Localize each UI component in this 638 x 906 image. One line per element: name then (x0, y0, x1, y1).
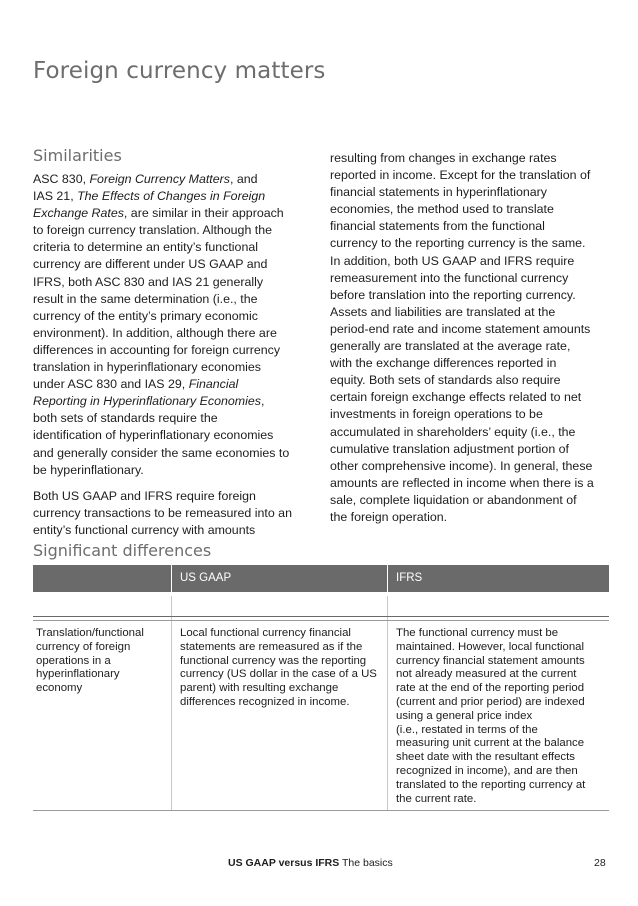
text-line (33, 488, 309, 505)
text-line: certain foreign exchange effects related to net (330, 390, 582, 405)
cell-us-gaap (171, 596, 387, 810)
text-line (33, 342, 309, 359)
text-line: before translation into the reporting currency. (330, 287, 576, 302)
cell-topic (33, 596, 171, 810)
text-run: identification of hyperinflationary economies (33, 428, 274, 443)
text-run: environment). In addition, although there are (33, 325, 277, 340)
text-line: financial statements in hyperinflationary (330, 185, 547, 200)
table-row (33, 596, 609, 811)
text-line: economies, the method used to translate (330, 202, 554, 217)
header-topic (33, 565, 171, 592)
italic-text: Foreign Currency Matters (89, 172, 230, 186)
text-line: cumulative translation adjustment portion of (330, 441, 569, 456)
text-line: sale, complete liquidation or abandonment of (330, 492, 577, 507)
cell-ifrs (387, 596, 609, 810)
cell-line: parent) with resulting exchange (180, 682, 339, 695)
cell-line: hyperinflationary (36, 668, 120, 681)
cell-line: operations in a (36, 654, 111, 667)
text-line: the foreign operation. (330, 509, 448, 524)
text-line: with the exchange differences reported in (330, 356, 557, 371)
text-run: Both US GAAP and IFRS require foreign (33, 488, 256, 503)
cell-line: Local functional currency financial (180, 627, 351, 639)
text-line: period-end rate and income statement amounts (330, 321, 591, 336)
text-line (33, 393, 309, 410)
text-line (33, 239, 309, 256)
text-run: currency transactions to be remeasured into an (33, 505, 292, 520)
cell-line: maintained. However, local functional (396, 640, 585, 653)
similarities-heading: Similarities (33, 146, 122, 165)
text-line: remeasurement into the functional currency (330, 270, 569, 285)
text-line (33, 462, 309, 479)
cell-line: rate at the end of the reporting period (396, 682, 585, 695)
text-line: currency to the reporting currency is the same. (330, 236, 586, 251)
cell-line: sheet date with the resultant effects (396, 751, 575, 764)
page-number: 28 (594, 857, 606, 869)
text-run: differences in accounting for foreign currency (33, 342, 281, 357)
text-line (33, 274, 309, 291)
text-run: , are similar in their approach (123, 206, 284, 221)
text-run: and generally consider the same economies to (33, 445, 290, 460)
text-run: IAS 21, (33, 189, 78, 204)
text-run: , and (229, 172, 258, 186)
text-run: ASC 830, (33, 172, 90, 186)
text-run: entity’s functional currency with amounts (33, 522, 256, 537)
text-line: other comprehensive income). In general, these (330, 458, 593, 473)
cell-line: measuring unit current at the balance (396, 737, 585, 750)
text-line (33, 359, 309, 376)
text-run: both sets of standards require the (33, 411, 218, 426)
text-line: amounts are reflected in income when there is a (330, 475, 594, 490)
similarities-body-left (33, 171, 309, 539)
text-run: to foreign currency translation. Although the (33, 223, 273, 238)
italic-text: Financial (188, 377, 239, 392)
similarities-column-left (33, 146, 309, 548)
cell-line: statements are remeasured as if the (180, 640, 363, 653)
paragraph (33, 171, 309, 479)
text-line: accumulated in shareholders’ equity (i.e., the (330, 424, 576, 439)
similarities-body-right (330, 150, 608, 526)
text-run: result in the same determination (i.e., the (33, 291, 258, 306)
text-run: criteria to determine an entity’s functional (33, 240, 258, 255)
text-line: In addition, both US GAAP and IFRS require (330, 253, 575, 268)
cell-line: recognized in income), and are then (396, 764, 578, 777)
text-line (33, 376, 309, 393)
cell-line: (current and prior period) are indexed (396, 695, 585, 708)
text-run: under ASC 830 and IAS 29, (33, 377, 189, 392)
table-header (33, 565, 609, 592)
cell-line: using a general price index (396, 709, 533, 722)
text-run: IFRS, both ASC 830 and IAS 21 generally (33, 274, 264, 289)
header-us-gaap: US GAAP (171, 565, 387, 592)
text-line: generally are translated at the average rate, (330, 339, 571, 354)
differences-heading: Significant differences (33, 541, 212, 560)
cell-line: (i.e., restated in terms of the (396, 723, 538, 736)
cell-line: differences recognized in income. (180, 695, 350, 708)
text-run: , (260, 394, 265, 409)
cell-line: currency of foreign (36, 640, 131, 653)
text-line (33, 222, 309, 239)
text-line (33, 291, 309, 308)
text-line: resulting from changes in exchange rates (330, 151, 557, 165)
text-line (33, 522, 309, 539)
text-line: equity. Both sets of standards also require (330, 373, 561, 388)
cell-line: not already measured at the current (396, 668, 577, 681)
text-line (33, 205, 309, 222)
text-line: financial statements from the functional (330, 219, 545, 234)
text-run: currency are different under US GAAP and (33, 257, 268, 272)
text-line (33, 427, 309, 444)
text-line (33, 410, 309, 427)
similarities-column-right (330, 150, 608, 526)
cell-line: currency financial statement amounts (396, 654, 585, 667)
text-line (33, 256, 309, 273)
cell-line: translated to the reporting currency at (396, 778, 586, 791)
cell-line: economy (36, 682, 83, 695)
text-line: Assets and liabilities are translated at the (330, 304, 556, 319)
header-ifrs: IFRS (387, 565, 609, 592)
text-run: currency of the entity’s primary economic (33, 308, 258, 323)
text-line (33, 171, 309, 188)
cell-line: functional currency was the reporting (180, 654, 367, 667)
text-line (33, 325, 309, 342)
cell-line: The functional currency must be (396, 627, 559, 639)
text-line: reported in income. Except for the translation of (330, 168, 591, 183)
text-line (33, 505, 309, 522)
text-run: be hyperinflationary. (33, 462, 144, 477)
cell-line: Translation/functional (36, 627, 144, 639)
italic-text: Reporting in Hyperinflationary Economies (33, 394, 261, 409)
footer-doc-title: US GAAP versus IFRS The basics (228, 857, 393, 869)
text-line (33, 445, 309, 462)
cell-line: currency (US dollar in the case of a US (180, 668, 377, 681)
text-line (33, 188, 309, 205)
paragraph (33, 488, 309, 539)
italic-text: The Effects of Changes in Foreign (77, 189, 266, 204)
differences-table (33, 565, 609, 811)
text-run: translation in hyperinflationary economies (33, 360, 261, 375)
italic-text: Exchange Rates (33, 206, 124, 221)
text-line: investments in foreign operations to be (330, 407, 543, 422)
cell-line: the current rate. (396, 792, 477, 805)
page-title: Foreign currency matters (33, 58, 326, 84)
text-line (33, 308, 309, 325)
